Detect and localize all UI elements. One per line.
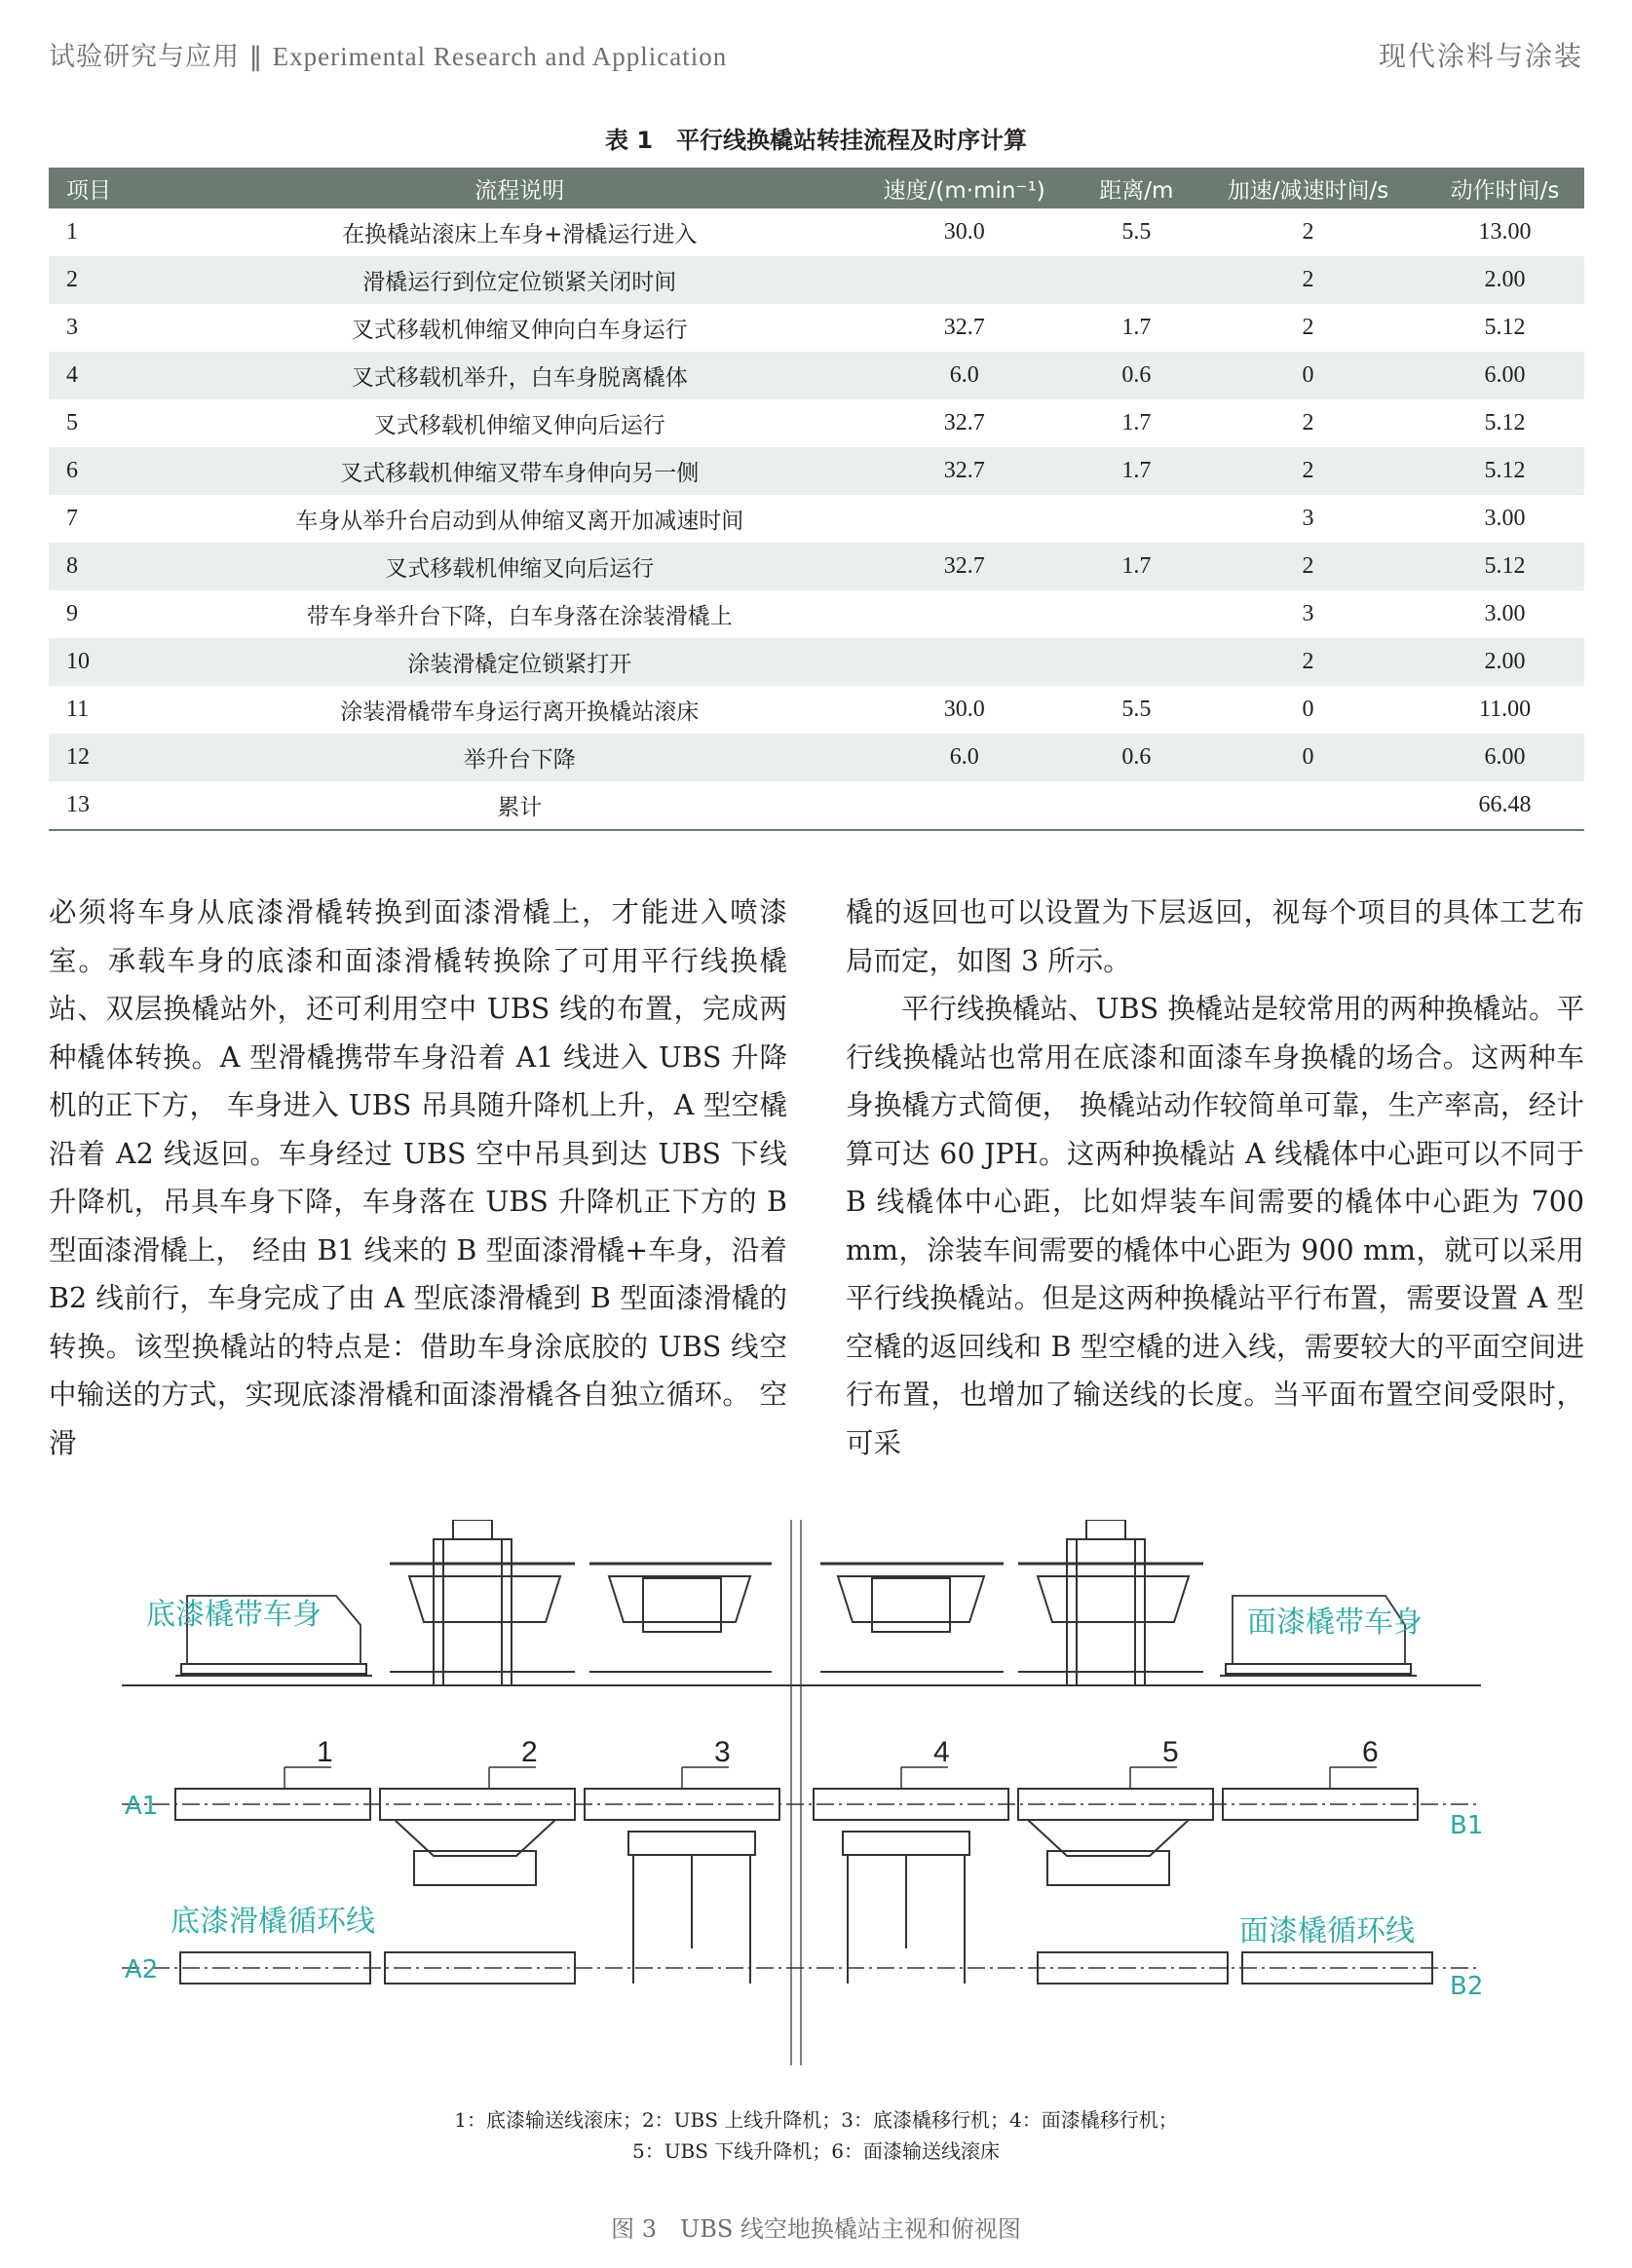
- table-header-row: [49, 168, 1584, 208]
- table-caption: 表 1 平行线换橇站转挂流程及时序计算: [604, 127, 1028, 154]
- table-cell: 30.0: [943, 219, 985, 245]
- journal-section-cn: 试验研究与应用: [49, 42, 240, 72]
- table-cell: [847, 495, 1082, 543]
- table-cell: 2.00: [1425, 256, 1584, 304]
- table-cell: 9: [66, 601, 78, 626]
- table-cell: 3: [1302, 506, 1314, 531]
- table-cell: 涂装滑橇带车身运行离开换橇站滚床: [340, 699, 700, 725]
- table-cell: [1082, 638, 1191, 686]
- table-cell: 叉式移载机伸缩叉向后运行: [193, 543, 847, 590]
- table-cell: 2.00: [1425, 638, 1584, 686]
- label-primer-body: 底漆橇带车身: [146, 1598, 322, 1632]
- label-line-a1: A1: [125, 1792, 159, 1821]
- table-cell: 2: [1191, 256, 1425, 304]
- timing-table: [49, 168, 1584, 831]
- running-header-left: [49, 35, 727, 73]
- table-cell: 叉式移载机伸缩叉带车身伸向另一侧: [193, 447, 847, 495]
- header-separator: ‖: [240, 42, 273, 72]
- column-header: 项目: [49, 168, 193, 208]
- table-cell: 6.0: [847, 352, 1082, 399]
- table-cell: [1082, 256, 1191, 304]
- column-header: 流程说明: [193, 168, 847, 208]
- table-cell: 10: [49, 638, 193, 686]
- table-cell: 5.5: [1121, 697, 1152, 722]
- table-cell: 5.12: [1425, 543, 1584, 590]
- table-cell: 滑橇运行到位定位锁紧关闭时间: [193, 256, 847, 304]
- table-cell: 5.12: [1484, 315, 1526, 340]
- table-cell: 累计: [193, 781, 847, 830]
- table-cell: 2: [1191, 543, 1425, 590]
- table-cell: 5.12: [1484, 410, 1526, 435]
- label-primer-loop: 底漆滑橇循环线: [171, 1905, 375, 1939]
- ubs-down-lift-front: [1018, 1520, 1203, 1685]
- table-cell: 6.0: [847, 734, 1082, 781]
- table-cell: 1.7: [1121, 315, 1152, 340]
- figure-number-3: 3: [714, 1736, 731, 1768]
- table-cell: 3: [1302, 601, 1314, 626]
- table-cell: 举升台下降: [193, 734, 847, 781]
- table-row: [49, 638, 1584, 686]
- table-cell: 0: [1191, 352, 1425, 399]
- column-header: 加速/减速时间/s: [1191, 168, 1425, 208]
- table-cell: 1.7: [1121, 410, 1152, 435]
- body-paragraph: 橇的返回也可以设置为下层返回，视每个项目的具体工艺布局而定，如图 3 所示。: [846, 896, 1584, 977]
- table-cell: [1191, 781, 1425, 830]
- figure-number-6: 6: [1362, 1736, 1379, 1768]
- table-cell: 0.6: [1082, 734, 1191, 781]
- table-cell: 2: [1191, 638, 1425, 686]
- table-cell: 1.7: [1082, 543, 1191, 590]
- table-cell: 8: [49, 543, 193, 590]
- table-row: [49, 686, 1584, 734]
- figure-legend-line-1: 1：底漆输送线滚床；2：UBS 上线升降机；3：底漆橇移行机；4：面漆橇移行机；: [454, 2108, 1178, 2132]
- table-cell: [847, 590, 1082, 638]
- primer-transfer-front: [589, 1564, 772, 1672]
- topcoat-transfer-front: [820, 1564, 1004, 1672]
- figure-number-2: 2: [521, 1736, 538, 1768]
- table-cell: 0.6: [1082, 352, 1191, 399]
- figure-legend-line-2: 5：UBS 下线升降机；6：面漆输送线滚床: [631, 2139, 1001, 2163]
- table-cell: 32.7: [847, 447, 1082, 495]
- body-paragraph: 平行线换橇站、UBS 换橇站是较常用的两种换橇站。平行线换橇站也常用在底漆和面漆车身换橇的场合。这两种车身换橇方式简便， 换橇站动作较简单可靠，生产率高，经计算可达 60 JPH。这两种换橇站 A 线橇体中心距可以不同于 B 线橇体中心距，比如焊装车间需要的橇体中心距为 700 mm，涂装车间需要的橇体中心距为 900 mm，就可以采用平行线换橇站。但是这两种换橇站平行布置，需要设置 A 型空橇的返回线和 B 型空橇的进入线，需要较大的平面空间进行布置，也增加了输送线的长度。当平面布置空间受限时， 可采: [846, 993, 1584, 1459]
- label-line-b2: B2: [1450, 1972, 1484, 2001]
- table-cell: 1: [66, 219, 78, 245]
- top-view: [122, 1736, 1483, 2001]
- table-cell: 12: [49, 734, 193, 781]
- table-row: [49, 543, 1584, 590]
- table-cell: 0: [1191, 734, 1425, 781]
- table-cell: 2: [1302, 410, 1314, 435]
- table-cell: [1082, 495, 1191, 543]
- table-cell: [847, 781, 1082, 830]
- table-cell: 7: [66, 506, 78, 531]
- running-header-right: 现代涂料与涂装: [1378, 40, 1583, 72]
- table-cell: 2: [1302, 219, 1314, 245]
- table-cell: 13.00: [1478, 219, 1532, 245]
- ubs-station-figure: [117, 1520, 1500, 2095]
- table-cell: 6.00: [1425, 734, 1584, 781]
- journal-section-en: Experimental Research and Application: [272, 42, 728, 71]
- figure-caption: 图 3 UBS 线空地换橇站主视和俯视图: [611, 2215, 1021, 2243]
- table-cell: 2: [1191, 447, 1425, 495]
- table-cell: 叉式移载机举升，白车身脱离橇体: [193, 352, 847, 399]
- table-cell: 11: [66, 697, 90, 722]
- table-cell: 叉式移载机伸缩叉伸向后运行: [373, 413, 665, 438]
- table-cell: 在换橇站滚床上车身+滑橇运行进入: [342, 222, 698, 247]
- table-cell: 11.00: [1478, 697, 1532, 722]
- table-cell: 叉式移载机伸缩叉伸向白车身运行: [351, 318, 688, 343]
- table-row: [49, 399, 1584, 447]
- label-topcoat-loop: 面漆橇循环线: [1239, 1914, 1415, 1948]
- figure-number-5: 5: [1162, 1736, 1179, 1768]
- table-row: [49, 208, 1584, 256]
- table-cell: 66.48: [1425, 781, 1584, 830]
- table-body: [49, 208, 1584, 830]
- table-row: [49, 352, 1584, 399]
- table-cell: 3: [66, 315, 78, 340]
- table-cell: 3.00: [1484, 601, 1526, 626]
- figure-number-1: 1: [317, 1736, 333, 1768]
- table-cell: 1.7: [1082, 447, 1191, 495]
- table-cell: 32.7: [943, 410, 985, 435]
- body-column-left: [49, 888, 787, 1467]
- table-row: [49, 256, 1584, 304]
- section-break: [791, 1520, 801, 2065]
- table-cell: 6: [49, 447, 193, 495]
- column-header: 速度/(m·min⁻¹): [847, 168, 1082, 208]
- body-paragraph: 必须将车身从底漆滑橇转换到面漆滑橇上，才能进入喷漆室。承载车身的底漆和面漆滑橇转换除了可用平行线换橇站、双层换橇站外，还可利用空中 UBS 线的布置，完成两种橇体转换。A 型滑橇携带车身沿着 A1 线进入 UBS 升降机的正下方， 车身进入 UBS 吊具随升降机上升，A 型空橇沿着 A2 线返回。车身经过 UBS 空中吊具到达 UBS 下线升降机，吊具车身下降，车身落在 UBS 升降机正下方的 B 型面漆滑橇上， 经由 B1 线来的 B 型面漆滑橇+车身，沿着 B2 线前行，车身完成了由 A 型底漆滑橇到 B 型面漆滑橇的转换。该型换橇站的特点是：借助车身涂底胶的 UBS 线空中输送的方式，实现底漆滑橇和面漆滑橇各自独立循环。 空滑: [49, 896, 787, 1459]
- table-cell: 5.5: [1121, 219, 1152, 245]
- table-cell: [1082, 590, 1191, 638]
- table-cell: 0: [1302, 697, 1314, 722]
- label-topcoat-body: 面漆橇带车身: [1247, 1606, 1423, 1640]
- table-cell: 车身从举升台启动到从伸缩叉离开加减速时间: [295, 509, 744, 534]
- table-cell: 2: [49, 256, 193, 304]
- table-row: [49, 781, 1584, 830]
- table-cell: 5.12: [1425, 447, 1584, 495]
- table-row: [49, 447, 1584, 495]
- table-cell: 30.0: [943, 697, 985, 722]
- table-cell: [1082, 781, 1191, 830]
- table-cell: [847, 256, 1082, 304]
- table-cell: 3.00: [1484, 506, 1526, 531]
- table-cell: [847, 638, 1082, 686]
- table-row: [49, 304, 1584, 352]
- table-cell: 13: [49, 781, 193, 830]
- ubs-up-lift-front: [390, 1520, 575, 1685]
- table-cell: 2: [1302, 315, 1314, 340]
- table-row: [49, 734, 1584, 781]
- table-cell: 4: [49, 352, 193, 399]
- body-column-right: [846, 888, 1584, 1467]
- column-header: 距离/m: [1082, 168, 1191, 208]
- table-row: [49, 590, 1584, 638]
- table-row: [49, 495, 1584, 543]
- table-cell: 6.00: [1425, 352, 1584, 399]
- label-line-b1: B1: [1450, 1811, 1484, 1840]
- table-cell: 涂装滑橇定位锁紧打开: [193, 638, 847, 686]
- table-cell: 5: [66, 410, 78, 435]
- label-line-a2: A2: [125, 1955, 159, 1984]
- table-cell: 32.7: [847, 543, 1082, 590]
- figure-number-4: 4: [933, 1736, 950, 1768]
- table-cell: 带车身举升台下降，白车身落在涂装滑橇上: [306, 604, 733, 629]
- table-cell: 32.7: [943, 315, 985, 340]
- column-header: 动作时间/s: [1425, 168, 1584, 208]
